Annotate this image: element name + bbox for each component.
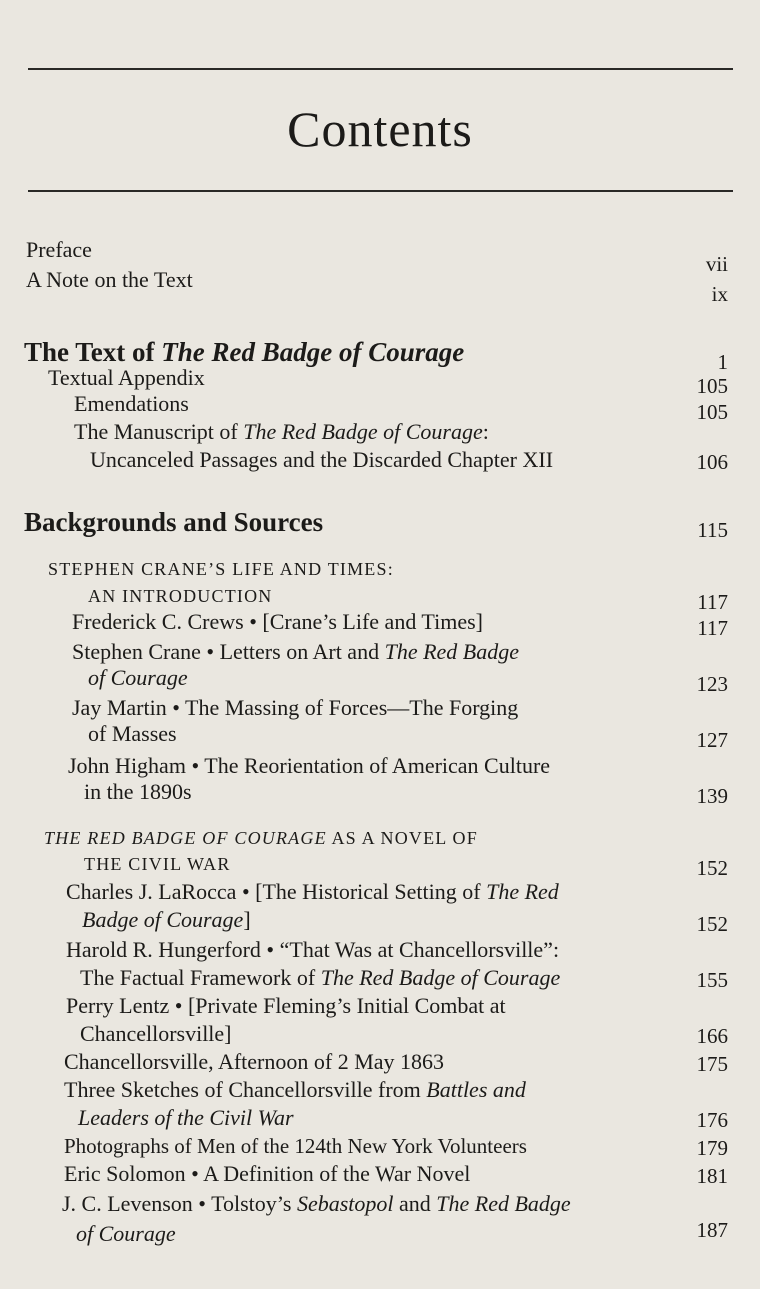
section1-line2: AN INTRODUCTION [88, 586, 273, 606]
larocca-title: [The Historical Setting of [255, 879, 487, 904]
crane-author: Stephen Crane [72, 639, 201, 664]
solomon-page: 181 [696, 1164, 728, 1188]
section2-line1[interactable] [44, 824, 478, 852]
levenson-author: J. C. Levenson [62, 1191, 193, 1216]
title-rule [28, 190, 733, 192]
lentz-line2: Chancellorsville] [80, 1021, 232, 1046]
top-rule [28, 68, 733, 70]
sketches-italic: Battles and [426, 1077, 526, 1102]
larocca-bracket: ] [243, 907, 251, 932]
part1-heading-italic: The Red Badge of Courage [161, 337, 465, 367]
preface-entry[interactable]: Preface [26, 237, 92, 262]
section2-line2: THE CIVIL WAR [84, 854, 231, 874]
solomon-author: Eric Solomon [64, 1161, 186, 1186]
note-on-text-entry[interactable]: A Note on the Text [26, 267, 193, 292]
emendations-entry[interactable]: Emendations [74, 391, 189, 416]
lentz-line1[interactable] [66, 992, 506, 1020]
part1-heading[interactable] [24, 338, 464, 366]
hungerford-page: 155 [696, 968, 728, 992]
larocca-page: 152 [696, 912, 728, 936]
crane-line2-italic: of Courage [88, 665, 188, 690]
crews-author: Frederick C. Crews [72, 609, 244, 634]
bullet-separator: • [174, 993, 183, 1018]
part2-heading[interactable]: Backgrounds and Sources [24, 507, 324, 537]
lentz-page: 166 [696, 1024, 728, 1048]
martin-line2: of Masses [88, 721, 177, 746]
manuscript-line2: Uncanceled Passages and the Discarded Chapter XII [90, 447, 554, 472]
bullet-separator: • [172, 695, 180, 720]
higham-line2: in the 1890s [84, 779, 192, 804]
higham-line1[interactable] [68, 752, 550, 780]
bullet-separator: • [191, 753, 200, 778]
larocca-title-italic: The Red [486, 879, 559, 904]
levenson-title-prefix: Tolstoy’s [211, 1191, 297, 1216]
textual-appendix-page: 105 [696, 374, 728, 398]
levenson-line1[interactable] [62, 1190, 571, 1218]
hungerford-line1[interactable] [66, 936, 559, 964]
higham-title: The Reorientation of American Culture [204, 753, 551, 778]
page-title: Contents [287, 101, 473, 157]
levenson-italic1: Sebastopol [296, 1191, 394, 1216]
levenson-line2-italic: of Courage [76, 1221, 176, 1246]
emendations-page: 105 [696, 400, 728, 424]
hungerford-author: Harold R. Hungerford [66, 937, 261, 962]
manuscript-line1[interactable] [74, 418, 489, 446]
manuscript-colon: : [482, 419, 489, 444]
crane-title: Letters on Art and [219, 639, 385, 664]
preface-page: vii [705, 252, 728, 276]
larocca-line1[interactable] [66, 878, 559, 906]
bullet-separator: • [206, 639, 215, 664]
higham-author: John Higham [68, 753, 186, 778]
section2-italic: THE RED BADGE OF COURAGE [44, 828, 327, 848]
levenson-line2 [76, 1220, 176, 1248]
martin-title: The Massing of Forces—The Forging [185, 695, 519, 720]
afternoon-page: 175 [696, 1052, 728, 1076]
martin-page: 127 [696, 728, 728, 752]
higham-page: 139 [696, 784, 728, 808]
sketches-prefix: Three Sketches of Chancellorsville from [64, 1077, 427, 1102]
larocca-line2-italic: Badge of Courage [82, 907, 244, 932]
bullet-separator: • [191, 1161, 199, 1186]
sketches-line2-italic: Leaders of the Civil War [78, 1105, 294, 1130]
note-on-text-page: ix [711, 282, 728, 306]
bullet-separator: • [249, 609, 257, 634]
hungerford-line2 [80, 964, 560, 992]
crane-page: 123 [696, 672, 728, 696]
levenson-italic2: The Red Badge [436, 1191, 571, 1216]
textual-appendix-entry[interactable]: Textual Appendix [48, 365, 205, 390]
manuscript-prefix: The Manuscript of [74, 419, 244, 444]
bullet-separator: • [241, 879, 250, 904]
section2-suffix: AS A NOVEL OF [326, 828, 478, 848]
sketches-line2 [78, 1104, 294, 1132]
crews-page: 117 [697, 616, 728, 640]
martin-author: Jay Martin [72, 695, 167, 720]
manuscript-italic: The Red Badge of Courage [243, 419, 483, 444]
crane-line1[interactable] [72, 638, 519, 666]
hungerford-line2-italic: The Red Badge of Courage [320, 965, 561, 990]
lentz-title: [Private Fleming’s Initial Combat at [187, 993, 506, 1018]
part2-page: 115 [697, 518, 728, 542]
martin-line1[interactable] [72, 694, 518, 722]
larocca-author: Charles J. LaRocca [66, 879, 237, 904]
part1-heading-prefix: The Text of [24, 337, 162, 367]
bullet-separator: • [198, 1191, 206, 1216]
hungerford-line2-prefix: The Factual Framework of [80, 965, 321, 990]
photos-page: 179 [696, 1136, 728, 1160]
levenson-page: 187 [696, 1218, 728, 1242]
larocca-line2 [82, 906, 251, 934]
part1-page: 1 [717, 350, 728, 374]
solomon-title: A Definition of the War Novel [203, 1161, 471, 1186]
section1-line1[interactable]: STEPHEN CRANE’S LIFE AND TIMES: [48, 559, 394, 579]
solomon-entry[interactable] [64, 1160, 470, 1188]
crews-title: [Crane’s Life and Times] [262, 609, 483, 634]
crews-entry[interactable] [72, 608, 483, 636]
manuscript-page: 106 [696, 450, 728, 474]
bullet-separator: • [266, 937, 275, 962]
lentz-author: Perry Lentz [66, 993, 170, 1018]
sketches-line1[interactable] [64, 1076, 526, 1104]
photos-entry[interactable]: Photographs of Men of the 124th New York Volunteers [64, 1134, 527, 1158]
crane-line2 [88, 664, 188, 692]
levenson-title-mid: and [393, 1191, 437, 1216]
afternoon-entry[interactable]: Chancellorsville, Afternoon of 2 May 1863 [64, 1049, 445, 1074]
section1-page: 117 [697, 590, 728, 614]
crane-title-italic: The Red Badge [384, 639, 519, 664]
hungerford-title: “That Was at Chancellorsville”: [279, 937, 560, 962]
section2-page: 152 [696, 856, 728, 880]
sketches-page: 176 [696, 1108, 728, 1132]
